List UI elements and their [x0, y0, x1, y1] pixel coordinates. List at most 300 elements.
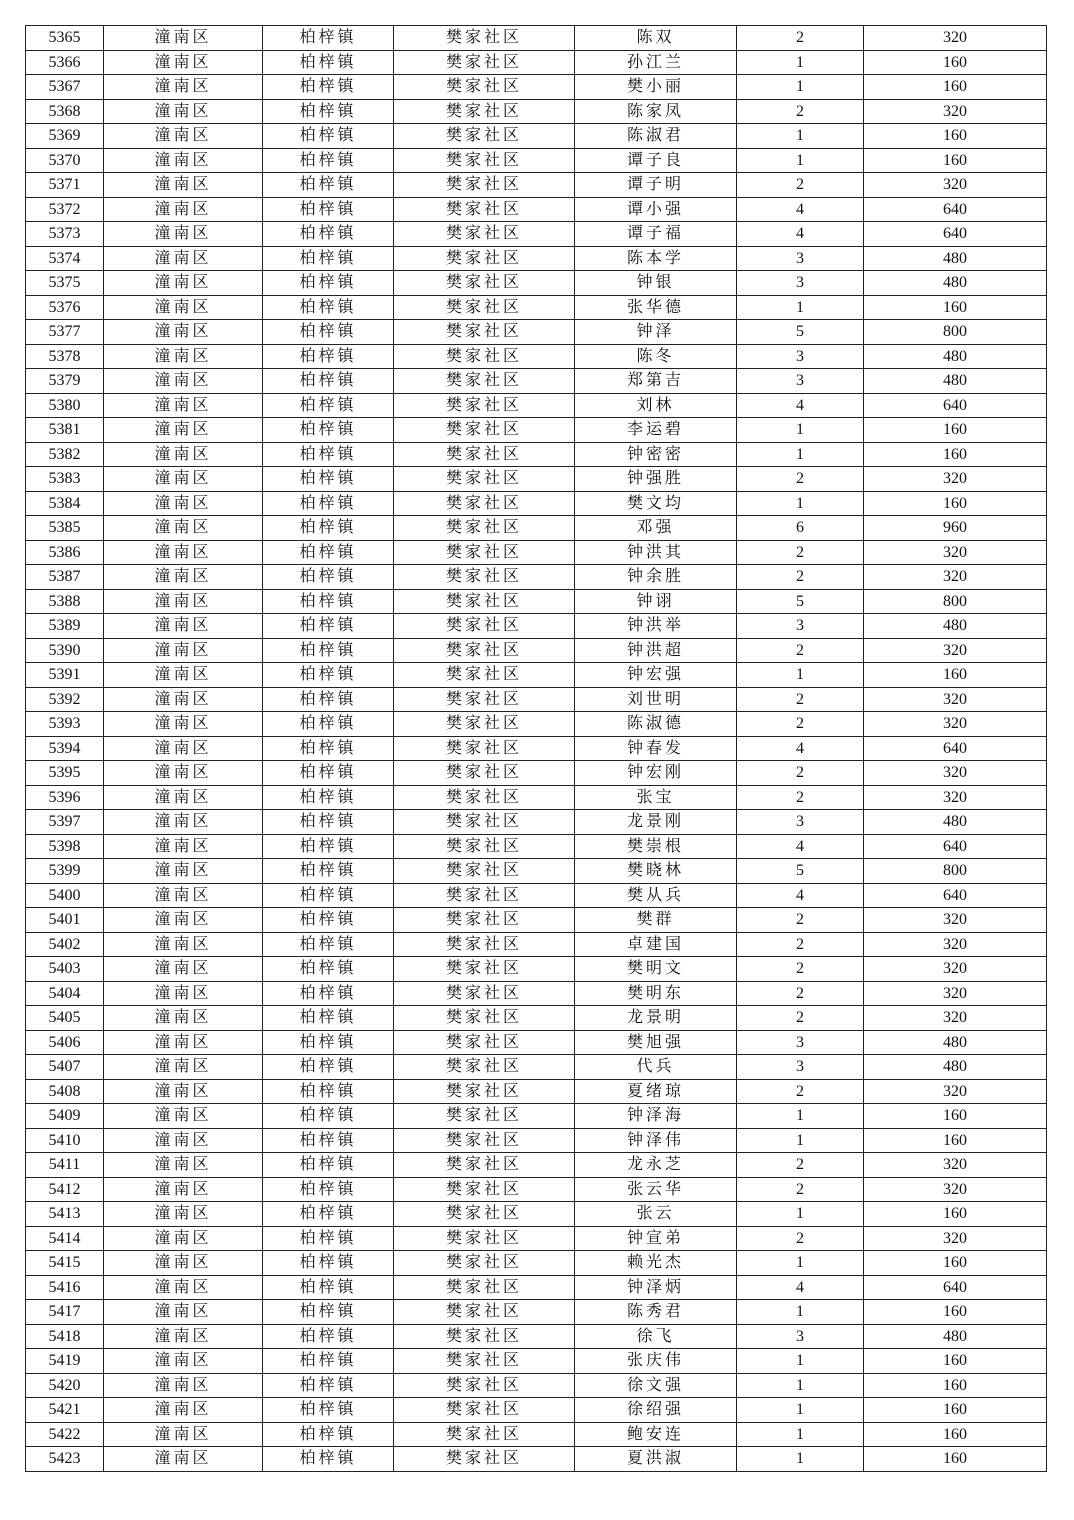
amount-cell: 640	[864, 393, 1047, 418]
household-count-cell: 1	[737, 491, 864, 516]
district-cell: 潼南区	[104, 908, 263, 933]
table-row	[26, 320, 1047, 345]
name-cell: 陈本学	[575, 246, 737, 271]
table-row	[26, 712, 1047, 737]
serial-number-cell: 5377	[26, 320, 104, 345]
name-cell: 樊小丽	[575, 75, 737, 100]
table-row	[26, 785, 1047, 810]
serial-number-cell: 5398	[26, 834, 104, 859]
household-count-cell: 1	[737, 295, 864, 320]
town-cell: 柏梓镇	[263, 859, 394, 884]
serial-number-cell: 5406	[26, 1030, 104, 1055]
serial-number-cell: 5421	[26, 1398, 104, 1423]
district-cell: 潼南区	[104, 50, 263, 75]
community-cell: 樊家社区	[394, 467, 575, 492]
community-cell: 樊家社区	[394, 638, 575, 663]
name-cell: 夏洪淑	[575, 1447, 737, 1472]
community-cell: 樊家社区	[394, 687, 575, 712]
amount-cell: 320	[864, 957, 1047, 982]
district-cell: 潼南区	[104, 957, 263, 982]
name-cell: 徐文强	[575, 1373, 737, 1398]
district-cell: 潼南区	[104, 1030, 263, 1055]
town-cell: 柏梓镇	[263, 1275, 394, 1300]
town-cell: 柏梓镇	[263, 1373, 394, 1398]
district-cell: 潼南区	[104, 1349, 263, 1374]
community-cell: 樊家社区	[394, 99, 575, 124]
amount-cell: 640	[864, 883, 1047, 908]
community-cell: 樊家社区	[394, 516, 575, 541]
amount-cell: 320	[864, 26, 1047, 51]
table-row	[26, 1349, 1047, 1374]
household-count-cell: 2	[737, 1153, 864, 1178]
community-cell: 樊家社区	[394, 1447, 575, 1472]
town-cell: 柏梓镇	[263, 712, 394, 737]
table-row	[26, 1398, 1047, 1423]
name-cell: 樊文均	[575, 491, 737, 516]
serial-number-cell: 5404	[26, 981, 104, 1006]
serial-number-cell: 5395	[26, 761, 104, 786]
name-cell: 代兵	[575, 1055, 737, 1080]
amount-cell: 160	[864, 442, 1047, 467]
town-cell: 柏梓镇	[263, 295, 394, 320]
serial-number-cell: 5372	[26, 197, 104, 222]
community-cell: 樊家社区	[394, 1349, 575, 1374]
amount-cell: 800	[864, 589, 1047, 614]
table-row	[26, 810, 1047, 835]
name-cell: 邓强	[575, 516, 737, 541]
table-row	[26, 1226, 1047, 1251]
household-count-cell: 4	[737, 883, 864, 908]
table-row	[26, 271, 1047, 296]
name-cell: 龙景刚	[575, 810, 737, 835]
town-cell: 柏梓镇	[263, 148, 394, 173]
town-cell: 柏梓镇	[263, 491, 394, 516]
community-cell: 樊家社区	[394, 1128, 575, 1153]
district-cell: 潼南区	[104, 369, 263, 394]
household-count-cell: 1	[737, 1398, 864, 1423]
household-count-cell: 2	[737, 712, 864, 737]
serial-number-cell: 5413	[26, 1202, 104, 1227]
amount-cell: 160	[864, 148, 1047, 173]
table-row	[26, 516, 1047, 541]
household-count-cell: 4	[737, 222, 864, 247]
town-cell: 柏梓镇	[263, 418, 394, 443]
district-cell: 潼南区	[104, 1153, 263, 1178]
community-cell: 樊家社区	[394, 565, 575, 590]
district-cell: 潼南区	[104, 271, 263, 296]
community-cell: 樊家社区	[394, 589, 575, 614]
community-cell: 樊家社区	[394, 810, 575, 835]
amount-cell: 320	[864, 99, 1047, 124]
serial-number-cell: 5417	[26, 1300, 104, 1325]
community-cell: 樊家社区	[394, 736, 575, 761]
name-cell: 陈淑君	[575, 124, 737, 149]
household-count-cell: 2	[737, 638, 864, 663]
name-cell: 张宝	[575, 785, 737, 810]
amount-cell: 480	[864, 271, 1047, 296]
serial-number-cell: 5375	[26, 271, 104, 296]
table-row	[26, 1055, 1047, 1080]
town-cell: 柏梓镇	[263, 687, 394, 712]
community-cell: 樊家社区	[394, 50, 575, 75]
name-cell: 张云	[575, 1202, 737, 1227]
community-cell: 樊家社区	[394, 859, 575, 884]
serial-number-cell: 5418	[26, 1324, 104, 1349]
serial-number-cell: 5385	[26, 516, 104, 541]
town-cell: 柏梓镇	[263, 1177, 394, 1202]
name-cell: 鲍安连	[575, 1422, 737, 1447]
town-cell: 柏梓镇	[263, 638, 394, 663]
amount-cell: 160	[864, 418, 1047, 443]
name-cell: 李运碧	[575, 418, 737, 443]
serial-number-cell: 5390	[26, 638, 104, 663]
town-cell: 柏梓镇	[263, 565, 394, 590]
table-row	[26, 663, 1047, 688]
district-cell: 潼南区	[104, 246, 263, 271]
amount-cell: 160	[864, 663, 1047, 688]
serial-number-cell: 5387	[26, 565, 104, 590]
amount-cell: 160	[864, 50, 1047, 75]
household-count-cell: 4	[737, 197, 864, 222]
community-cell: 樊家社区	[394, 1079, 575, 1104]
town-cell: 柏梓镇	[263, 1128, 394, 1153]
household-count-cell: 2	[737, 467, 864, 492]
name-cell: 钟泽海	[575, 1104, 737, 1129]
name-cell: 钟洪超	[575, 638, 737, 663]
district-cell: 潼南区	[104, 540, 263, 565]
table-row	[26, 344, 1047, 369]
household-count-cell: 5	[737, 589, 864, 614]
table-row	[26, 1177, 1047, 1202]
table-row	[26, 1153, 1047, 1178]
district-cell: 潼南区	[104, 1251, 263, 1276]
town-cell: 柏梓镇	[263, 834, 394, 859]
town-cell: 柏梓镇	[263, 589, 394, 614]
town-cell: 柏梓镇	[263, 271, 394, 296]
town-cell: 柏梓镇	[263, 344, 394, 369]
serial-number-cell: 5373	[26, 222, 104, 247]
town-cell: 柏梓镇	[263, 1324, 394, 1349]
household-count-cell: 3	[737, 1324, 864, 1349]
community-cell: 樊家社区	[394, 761, 575, 786]
table-row	[26, 99, 1047, 124]
district-cell: 潼南区	[104, 981, 263, 1006]
district-cell: 潼南区	[104, 1226, 263, 1251]
serial-number-cell: 5407	[26, 1055, 104, 1080]
community-cell: 樊家社区	[394, 883, 575, 908]
amount-cell: 320	[864, 1226, 1047, 1251]
district-cell: 潼南区	[104, 761, 263, 786]
household-count-cell: 3	[737, 1055, 864, 1080]
household-count-cell: 1	[737, 1251, 864, 1276]
amount-cell: 160	[864, 1349, 1047, 1374]
household-count-cell: 3	[737, 614, 864, 639]
serial-number-cell: 5408	[26, 1079, 104, 1104]
amount-cell: 800	[864, 320, 1047, 345]
amount-cell: 320	[864, 761, 1047, 786]
household-count-cell: 3	[737, 810, 864, 835]
household-count-cell: 1	[737, 50, 864, 75]
community-cell: 樊家社区	[394, 1055, 575, 1080]
amount-cell: 320	[864, 712, 1047, 737]
amount-cell: 160	[864, 124, 1047, 149]
amount-cell: 960	[864, 516, 1047, 541]
amount-cell: 480	[864, 246, 1047, 271]
district-cell: 潼南区	[104, 1104, 263, 1129]
household-count-cell: 1	[737, 663, 864, 688]
serial-number-cell: 5381	[26, 418, 104, 443]
household-count-cell: 1	[737, 1447, 864, 1472]
community-cell: 樊家社区	[394, 1202, 575, 1227]
table-row	[26, 1373, 1047, 1398]
town-cell: 柏梓镇	[263, 1226, 394, 1251]
district-cell: 潼南区	[104, 222, 263, 247]
amount-cell: 160	[864, 1202, 1047, 1227]
name-cell: 龙景明	[575, 1006, 737, 1031]
table-row	[26, 736, 1047, 761]
district-cell: 潼南区	[104, 418, 263, 443]
town-cell: 柏梓镇	[263, 369, 394, 394]
household-count-cell: 1	[737, 1300, 864, 1325]
town-cell: 柏梓镇	[263, 442, 394, 467]
town-cell: 柏梓镇	[263, 1349, 394, 1374]
amount-cell: 320	[864, 687, 1047, 712]
table-row	[26, 442, 1047, 467]
name-cell: 陈冬	[575, 344, 737, 369]
name-cell: 赖光杰	[575, 1251, 737, 1276]
table-row	[26, 491, 1047, 516]
town-cell: 柏梓镇	[263, 932, 394, 957]
table-row	[26, 418, 1047, 443]
town-cell: 柏梓镇	[263, 516, 394, 541]
serial-number-cell: 5371	[26, 173, 104, 198]
district-cell: 潼南区	[104, 516, 263, 541]
amount-cell: 160	[864, 1447, 1047, 1472]
town-cell: 柏梓镇	[263, 197, 394, 222]
serial-number-cell: 5397	[26, 810, 104, 835]
serial-number-cell: 5378	[26, 344, 104, 369]
amount-cell: 320	[864, 638, 1047, 663]
serial-number-cell: 5409	[26, 1104, 104, 1129]
community-cell: 樊家社区	[394, 1226, 575, 1251]
district-cell: 潼南区	[104, 295, 263, 320]
district-cell: 潼南区	[104, 736, 263, 761]
serial-number-cell: 5389	[26, 614, 104, 639]
community-cell: 樊家社区	[394, 222, 575, 247]
community-cell: 樊家社区	[394, 1373, 575, 1398]
household-count-cell: 2	[737, 1177, 864, 1202]
town-cell: 柏梓镇	[263, 1055, 394, 1080]
serial-number-cell: 5366	[26, 50, 104, 75]
name-cell: 樊崇根	[575, 834, 737, 859]
district-cell: 潼南区	[104, 467, 263, 492]
community-cell: 樊家社区	[394, 1324, 575, 1349]
amount-cell: 160	[864, 491, 1047, 516]
district-cell: 潼南区	[104, 663, 263, 688]
table-row	[26, 50, 1047, 75]
table-row	[26, 1128, 1047, 1153]
serial-number-cell: 5394	[26, 736, 104, 761]
amount-cell: 640	[864, 1275, 1047, 1300]
name-cell: 钟宣弟	[575, 1226, 737, 1251]
household-count-cell: 2	[737, 173, 864, 198]
community-cell: 樊家社区	[394, 271, 575, 296]
name-cell: 樊旭强	[575, 1030, 737, 1055]
serial-number-cell: 5411	[26, 1153, 104, 1178]
serial-number-cell: 5370	[26, 148, 104, 173]
district-cell: 潼南区	[104, 99, 263, 124]
household-count-cell: 3	[737, 369, 864, 394]
district-cell: 潼南区	[104, 393, 263, 418]
name-cell: 郑第吉	[575, 369, 737, 394]
household-count-cell: 2	[737, 932, 864, 957]
household-count-cell: 2	[737, 687, 864, 712]
amount-cell: 480	[864, 1055, 1047, 1080]
district-cell: 潼南区	[104, 1055, 263, 1080]
town-cell: 柏梓镇	[263, 320, 394, 345]
household-count-cell: 2	[737, 957, 864, 982]
household-count-cell: 1	[737, 1128, 864, 1153]
town-cell: 柏梓镇	[263, 1104, 394, 1129]
name-cell: 钟泽	[575, 320, 737, 345]
town-cell: 柏梓镇	[263, 1079, 394, 1104]
town-cell: 柏梓镇	[263, 883, 394, 908]
table-row	[26, 589, 1047, 614]
name-cell: 徐飞	[575, 1324, 737, 1349]
district-cell: 潼南区	[104, 1300, 263, 1325]
district-cell: 潼南区	[104, 589, 263, 614]
serial-number-cell: 5410	[26, 1128, 104, 1153]
district-cell: 潼南区	[104, 1422, 263, 1447]
table-row	[26, 393, 1047, 418]
amount-cell: 160	[864, 295, 1047, 320]
amount-cell: 160	[864, 1251, 1047, 1276]
household-count-cell: 1	[737, 418, 864, 443]
name-cell: 孙江兰	[575, 50, 737, 75]
community-cell: 樊家社区	[394, 1251, 575, 1276]
serial-number-cell: 5393	[26, 712, 104, 737]
district-cell: 潼南区	[104, 124, 263, 149]
district-cell: 潼南区	[104, 810, 263, 835]
district-cell: 潼南区	[104, 197, 263, 222]
name-cell: 刘林	[575, 393, 737, 418]
community-cell: 樊家社区	[394, 393, 575, 418]
household-count-cell: 1	[737, 1349, 864, 1374]
name-cell: 龙永芝	[575, 1153, 737, 1178]
amount-cell: 320	[864, 173, 1047, 198]
household-count-cell: 1	[737, 124, 864, 149]
serial-number-cell: 5374	[26, 246, 104, 271]
amount-cell: 160	[864, 1128, 1047, 1153]
community-cell: 樊家社区	[394, 246, 575, 271]
data-table-container	[25, 25, 1046, 1472]
community-cell: 樊家社区	[394, 344, 575, 369]
serial-number-cell: 5391	[26, 663, 104, 688]
district-cell: 潼南区	[104, 442, 263, 467]
town-cell: 柏梓镇	[263, 75, 394, 100]
serial-number-cell: 5419	[26, 1349, 104, 1374]
serial-number-cell: 5402	[26, 932, 104, 957]
name-cell: 张云华	[575, 1177, 737, 1202]
household-count-cell: 4	[737, 393, 864, 418]
name-cell: 钟洪举	[575, 614, 737, 639]
table-row	[26, 565, 1047, 590]
amount-cell: 480	[864, 344, 1047, 369]
name-cell: 钟诩	[575, 589, 737, 614]
table-row	[26, 1300, 1047, 1325]
serial-number-cell: 5384	[26, 491, 104, 516]
serial-number-cell: 5379	[26, 369, 104, 394]
community-cell: 樊家社区	[394, 932, 575, 957]
serial-number-cell: 5401	[26, 908, 104, 933]
community-cell: 樊家社区	[394, 957, 575, 982]
community-cell: 樊家社区	[394, 712, 575, 737]
town-cell: 柏梓镇	[263, 614, 394, 639]
table-row	[26, 614, 1047, 639]
name-cell: 徐绍强	[575, 1398, 737, 1423]
community-cell: 樊家社区	[394, 981, 575, 1006]
district-cell: 潼南区	[104, 883, 263, 908]
town-cell: 柏梓镇	[263, 1447, 394, 1472]
town-cell: 柏梓镇	[263, 810, 394, 835]
district-cell: 潼南区	[104, 785, 263, 810]
town-cell: 柏梓镇	[263, 1422, 394, 1447]
table-row	[26, 932, 1047, 957]
serial-number-cell: 5400	[26, 883, 104, 908]
household-count-cell: 2	[737, 785, 864, 810]
household-count-cell: 1	[737, 442, 864, 467]
town-cell: 柏梓镇	[263, 540, 394, 565]
household-count-cell: 5	[737, 320, 864, 345]
serial-number-cell: 5382	[26, 442, 104, 467]
district-cell: 潼南区	[104, 1006, 263, 1031]
amount-cell: 320	[864, 785, 1047, 810]
household-count-cell: 4	[737, 1275, 864, 1300]
community-cell: 樊家社区	[394, 442, 575, 467]
town-cell: 柏梓镇	[263, 99, 394, 124]
town-cell: 柏梓镇	[263, 124, 394, 149]
household-count-cell: 4	[737, 736, 864, 761]
table-row	[26, 1324, 1047, 1349]
community-cell: 樊家社区	[394, 1422, 575, 1447]
amount-cell: 320	[864, 932, 1047, 957]
household-count-cell: 2	[737, 99, 864, 124]
table-row	[26, 908, 1047, 933]
town-cell: 柏梓镇	[263, 1251, 394, 1276]
amount-cell: 320	[864, 1006, 1047, 1031]
serial-number-cell: 5396	[26, 785, 104, 810]
town-cell: 柏梓镇	[263, 957, 394, 982]
amount-cell: 480	[864, 1324, 1047, 1349]
household-count-cell: 1	[737, 1104, 864, 1129]
district-cell: 潼南区	[104, 1447, 263, 1472]
name-cell: 陈秀君	[575, 1300, 737, 1325]
amount-cell: 640	[864, 222, 1047, 247]
table-row	[26, 1006, 1047, 1031]
serial-number-cell: 5386	[26, 540, 104, 565]
community-cell: 樊家社区	[394, 1300, 575, 1325]
household-count-cell: 2	[737, 908, 864, 933]
amount-cell: 160	[864, 1422, 1047, 1447]
name-cell: 钟宏强	[575, 663, 737, 688]
district-cell: 潼南区	[104, 1398, 263, 1423]
name-cell: 钟春发	[575, 736, 737, 761]
name-cell: 谭子良	[575, 148, 737, 173]
amount-cell: 480	[864, 369, 1047, 394]
amount-cell: 320	[864, 981, 1047, 1006]
name-cell: 钟密密	[575, 442, 737, 467]
name-cell: 陈家凤	[575, 99, 737, 124]
